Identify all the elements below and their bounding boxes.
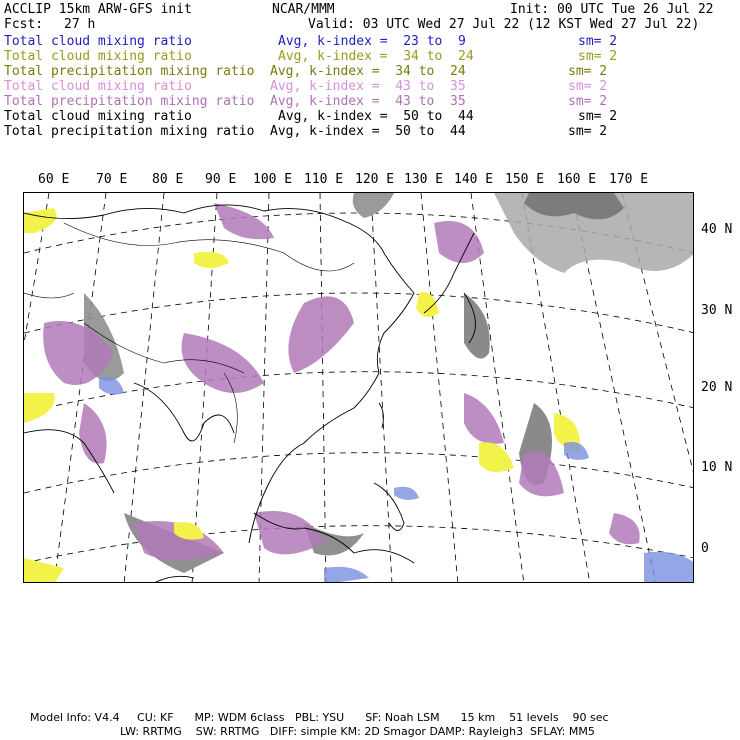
lon-line — [320, 193, 326, 583]
cloud-patch — [519, 451, 564, 496]
field-name: Total cloud mixing ratio — [4, 109, 192, 124]
field-name: Total precipitation mixing ratio — [4, 94, 255, 109]
field-name: Total cloud mixing ratio — [4, 79, 192, 94]
field-sm: sm= 2 — [578, 109, 618, 124]
cloud-patch — [479, 442, 514, 472]
border-line — [24, 293, 74, 298]
lon-label: 80 E — [152, 172, 184, 187]
lat-label: 40 N — [701, 222, 733, 237]
cloud-patch — [24, 393, 55, 423]
forecast-label: Fcst: — [4, 17, 44, 32]
cloud-patch — [564, 442, 589, 460]
lat-label: 10 N — [701, 460, 733, 475]
forecast-map — [23, 192, 694, 583]
coastline — [134, 383, 234, 441]
coastline — [154, 576, 194, 583]
cloud-patch — [79, 403, 107, 464]
cloud-patch — [394, 487, 419, 500]
lat-line — [24, 372, 694, 413]
field-name: Total cloud mixing ratio — [4, 49, 192, 64]
lon-label: 160 E — [557, 172, 597, 187]
model-title: ACCLIP 15km ARW-GFS init — [4, 2, 192, 17]
field-sm: sm= 2 — [578, 34, 618, 49]
cloud-patch — [644, 552, 694, 583]
lat-line — [24, 453, 694, 493]
valid-time: Valid: 03 UTC Wed 27 Jul 22 (12 KST Wed 27 Jul 22) — [308, 17, 700, 32]
cloud-patch — [464, 393, 504, 444]
field-name: Total cloud mixing ratio — [4, 34, 192, 49]
field-sm: sm= 2 — [568, 124, 608, 139]
lon-label: 90 E — [205, 172, 237, 187]
cloud-patch — [434, 221, 484, 263]
field-avg: Avg, k-index = 50 to 44 — [270, 124, 466, 139]
field-avg: Avg, k-index = 43 to 35 — [270, 79, 466, 94]
field-sm: sm= 2 — [578, 49, 618, 64]
lat-line — [24, 526, 694, 563]
field-name: Total precipitation mixing ratio — [4, 64, 255, 79]
cloud-patch — [182, 333, 265, 393]
lon-label: 60 E — [38, 172, 70, 187]
cloud-patch — [24, 208, 57, 233]
lat-line — [24, 293, 694, 333]
field-sm: sm= 2 — [568, 94, 608, 109]
lat-label: 30 N — [701, 303, 733, 318]
latitude-lines — [24, 213, 694, 563]
lon-label: 70 E — [96, 172, 128, 187]
field-avg: Avg, k-index = 50 to 44 — [278, 109, 474, 124]
cloud-patch — [24, 558, 64, 583]
field-sm: sm= 2 — [568, 64, 608, 79]
lon-label: 150 E — [505, 172, 545, 187]
init-time: Init: 00 UTC Tue 26 Jul 22 — [510, 2, 714, 17]
model-info-line-1: Model Info: V4.4 CU: KF MP: WDM 6class PBL: YSU SF: Noah LSM 15 km 51 levels 90 sec — [30, 711, 609, 724]
cloud-patch — [99, 377, 124, 395]
cloud-patch — [324, 567, 369, 583]
lon-line — [371, 193, 392, 583]
field-sm: sm= 2 — [568, 79, 608, 94]
cloud-patch — [416, 292, 439, 317]
cloud-patch — [194, 252, 229, 268]
map-canvas — [24, 193, 694, 583]
lon-line — [54, 193, 106, 583]
lon-line — [24, 193, 49, 583]
model-info-line-2: LW: RRTMG SW: RRTMG DIFF: simple KM: 2D Smagor DAMP: Rayleigh3 SFLAY: MM5 — [120, 725, 595, 738]
lat-label: 20 N — [701, 380, 733, 395]
field-avg: Avg, k-index = 34 to 24 — [278, 49, 474, 64]
field-avg: Avg, k-index = 43 to 35 — [270, 94, 466, 109]
cloud-gray-field — [84, 193, 694, 573]
lon-label: 100 E — [253, 172, 293, 187]
lon-label: 140 E — [454, 172, 494, 187]
lat-label: 0 — [701, 541, 709, 556]
lon-label: 120 E — [355, 172, 395, 187]
field-avg: Avg, k-index = 34 to 24 — [270, 64, 466, 79]
lon-label: 110 E — [304, 172, 344, 187]
field-name: Total precipitation mixing ratio — [4, 124, 255, 139]
cloud-patch — [214, 203, 274, 239]
lon-label: 130 E — [404, 172, 444, 187]
cloud-patch — [609, 513, 640, 544]
lon-label: 170 E — [609, 172, 649, 187]
org-label: NCAR/MMM — [272, 2, 335, 17]
forecast-hours: 27 h — [64, 17, 96, 32]
field-avg: Avg, k-index = 23 to 9 — [278, 34, 466, 49]
cloud-patch — [353, 193, 394, 218]
cloud-patch — [288, 296, 354, 373]
